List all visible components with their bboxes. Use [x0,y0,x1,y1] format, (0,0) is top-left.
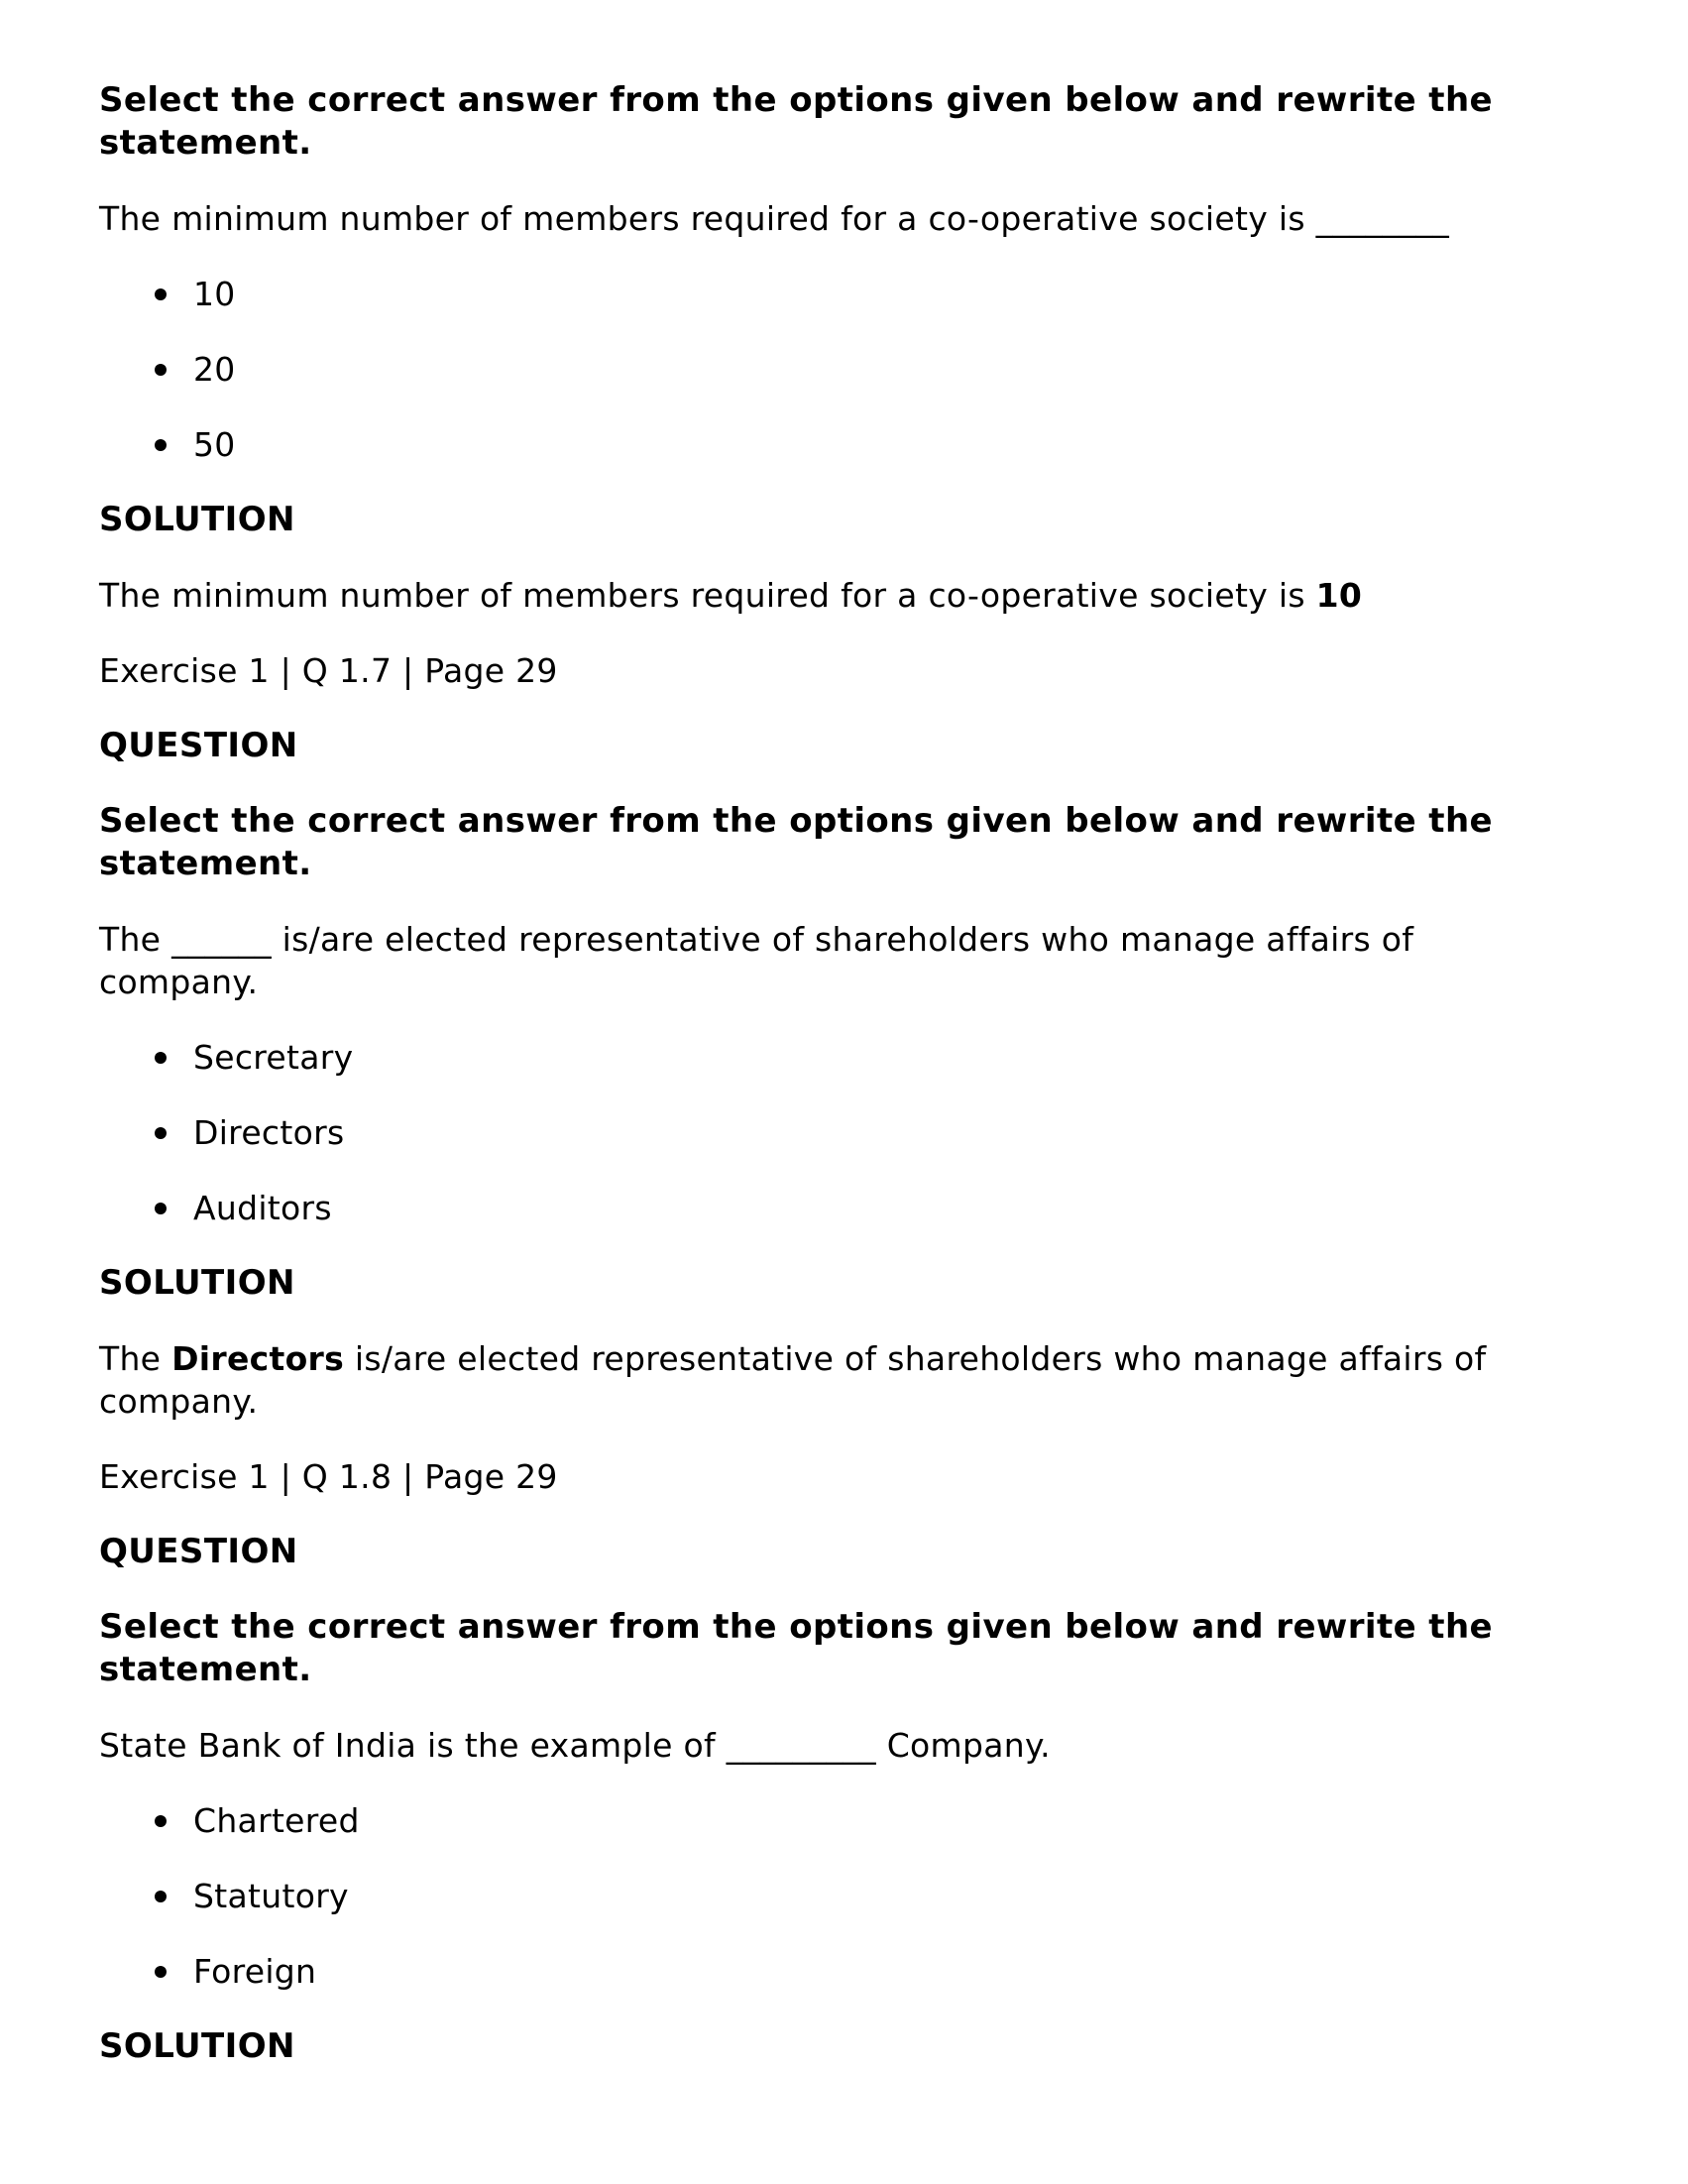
bullet-icon [155,1203,167,1214]
question-statement: The ______ is/are elected representative of shareholders who manage affairs of company. [99,920,1414,1001]
solution-label: SOLUTION [99,2026,295,2066]
question-instruction: Select the correct answer from the options given below and rewrite the statement. [99,801,1494,883]
exercise-reference: Exercise 1 | Q 1.7 | Page 29 [99,651,558,690]
solution-label: SOLUTION [99,1263,295,1303]
options-list [99,1036,1507,1229]
solution-answer: Directors [171,1339,345,1378]
option-item: Secretary [99,1036,1507,1079]
question-instruction: Select the correct answer from the options given below and rewrite the statement. [99,80,1494,163]
solution-answer: 10 [1315,576,1363,615]
document-page [99,79,1507,2068]
option-item: Statutory [99,1875,1507,1917]
bullet-icon [155,1052,167,1064]
option-item: Auditors [99,1187,1507,1229]
bullet-icon [155,364,167,376]
option-item: Directors [99,1111,1507,1154]
bullet-icon [155,1815,167,1827]
bullet-icon [155,1891,167,1902]
exercise-reference: Exercise 1 | Q 1.8 | Page 29 [99,1457,558,1496]
bullet-icon [155,439,167,451]
bullet-icon [155,1966,167,1978]
option-item: 20 [99,348,1507,391]
bullet-icon [155,1127,167,1139]
option-item: 10 [99,273,1507,315]
options-list [99,273,1507,466]
options-list [99,1799,1507,1993]
solution-text: The Directors is/are elected representative of shareholders who manage affairs of company. [99,1339,1487,1421]
option-item: Foreign [99,1950,1507,1993]
question-label: QUESTION [99,726,298,765]
bullet-icon [155,288,167,300]
solution-text: The minimum number of members required for a co-operative society is 10 [99,576,1363,615]
question-statement: State Bank of India is the example of _________ Company. [99,1726,1051,1765]
option-item: Chartered [99,1799,1507,1842]
question-statement: The minimum number of members required for a co-operative society is ________ [99,199,1449,238]
question-instruction: Select the correct answer from the options given below and rewrite the statement. [99,1607,1494,1689]
option-item: 50 [99,423,1507,466]
question-label: QUESTION [99,1532,298,1571]
solution-label: SOLUTION [99,500,295,539]
